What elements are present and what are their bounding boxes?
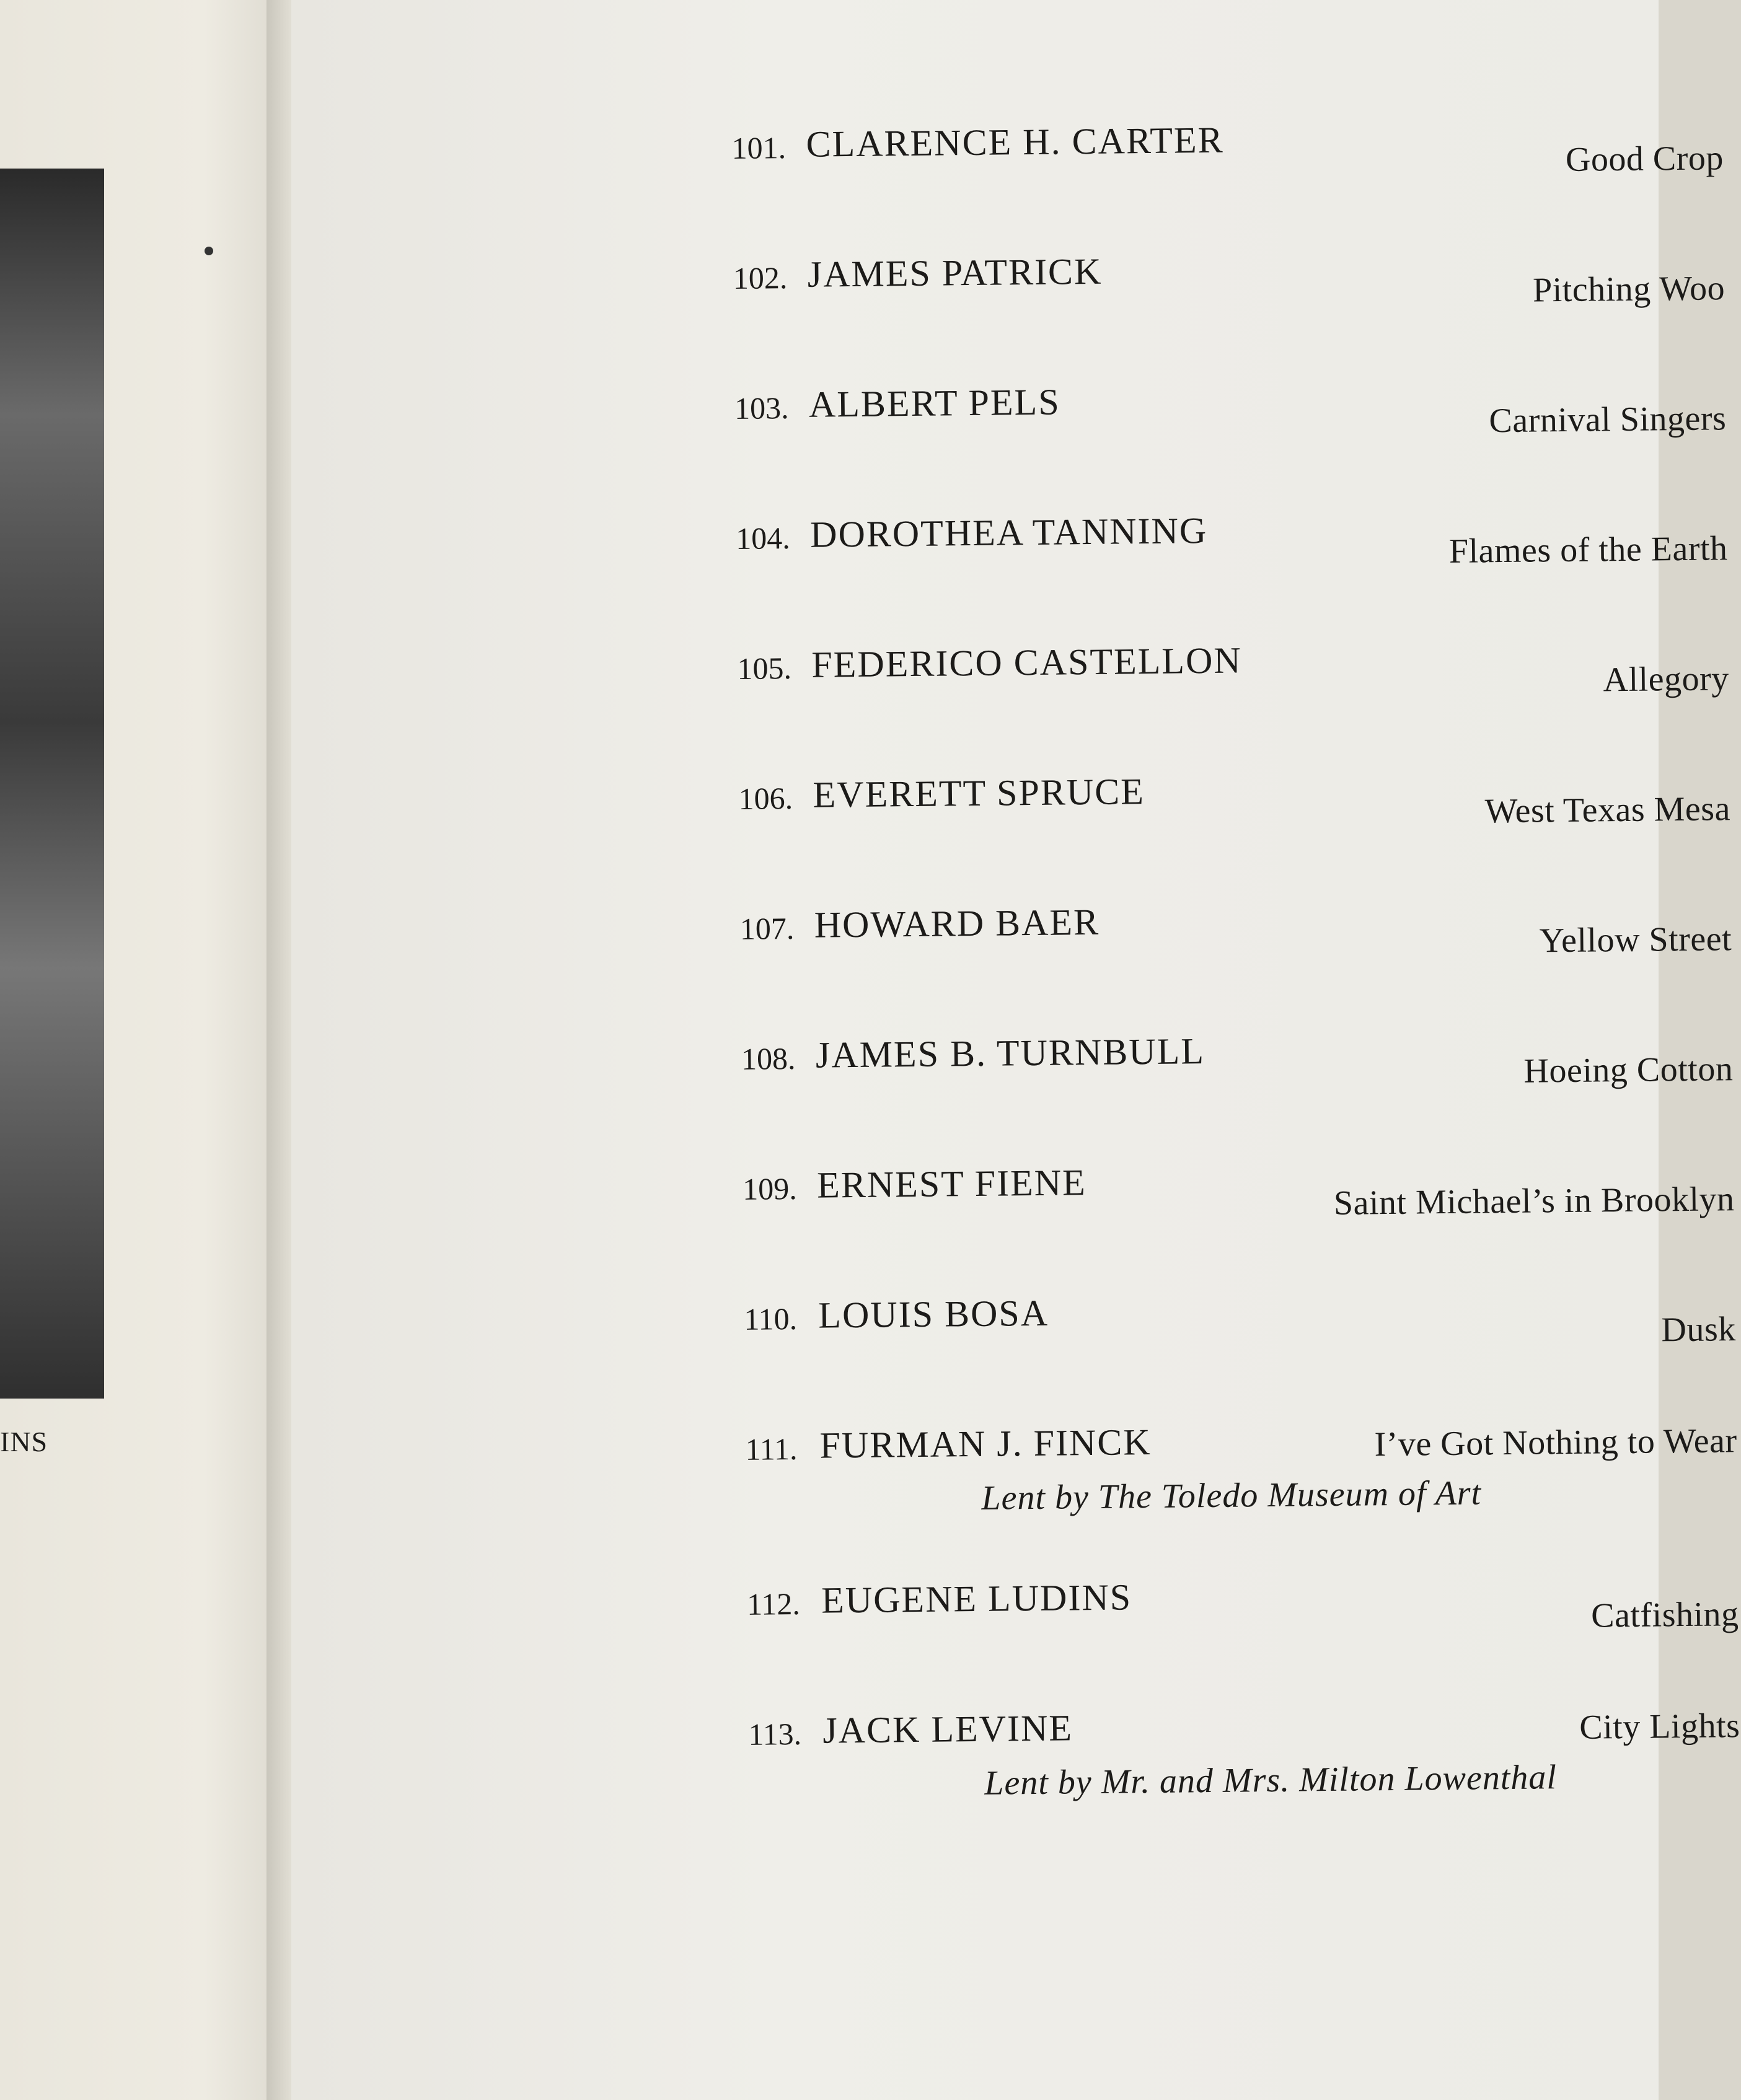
catalog-entry [743, 1142, 1735, 1283]
entry-number: 109. [742, 1171, 797, 1206]
entry-number: 101. [731, 130, 787, 165]
entry-number: 104. [735, 521, 791, 556]
catalog-entry [736, 491, 1729, 632]
artwork-title: I’ve Got Nothing to Wear [1374, 1421, 1737, 1464]
artist-name: LOUIS BOSA [818, 1292, 1049, 1336]
artwork-title: Saint Michael’s in Brooklyn [1333, 1180, 1735, 1223]
artist-name: ALBERT PELS [808, 381, 1060, 425]
artwork-title: Flames of the Earth [1448, 529, 1728, 571]
entry-number: 113. [748, 1716, 802, 1752]
artist-name: FURMAN J. FINCK [819, 1421, 1152, 1466]
entry-number: 110. [744, 1301, 798, 1337]
artwork-title: City Lights [1579, 1707, 1740, 1747]
artwork-title: Dusk [1661, 1310, 1736, 1350]
entry-number: 111. [745, 1431, 798, 1467]
entry-number: 107. [739, 911, 795, 946]
lender-credit: Lent by The Toledo Museum of Art [981, 1474, 1482, 1518]
catalog-entry [741, 1012, 1734, 1153]
artist-name: FEDERICO CASTELLON [811, 639, 1243, 685]
catalog-entry [731, 101, 1724, 242]
catalog-entry [733, 231, 1726, 372]
catalog-entry [748, 1687, 1741, 1853]
entry-number: 112. [746, 1586, 801, 1622]
right-page [291, 0, 1740, 2100]
artist-name: HOWARD BAER [814, 901, 1100, 946]
artwork-plate-image [0, 169, 104, 1399]
artwork-title: Catfishing [1590, 1595, 1739, 1635]
artwork-title: Pitching Woo [1532, 269, 1726, 310]
artwork-title: Allegory [1603, 659, 1729, 700]
artwork-title: Hoeing Cotton [1523, 1050, 1734, 1091]
catalog-entry-list [731, 101, 1741, 1853]
artwork-title: Carnival Singers [1489, 399, 1727, 441]
artist-name: EUGENE LUDINS [821, 1576, 1132, 1621]
catalog-entry [745, 1402, 1739, 1568]
artist-name: ERNEST FIENE [816, 1162, 1087, 1206]
artist-name: EVERETT SPRUCE [813, 771, 1145, 815]
artwork-title: Good Crop [1565, 139, 1724, 179]
artist-name: CLARENCE H. CARTER [806, 119, 1224, 165]
artwork-title: Yellow Street [1539, 920, 1732, 960]
entry-number: 106. [738, 781, 793, 816]
artist-name: JAMES B. TURNBULL [815, 1030, 1205, 1076]
lender-credit: Lent by Mr. and Mrs. Milton Lowenthal [984, 1758, 1558, 1803]
entry-number: 105. [737, 651, 792, 686]
catalog-entry [747, 1557, 1740, 1698]
artwork-title: West Texas Mesa [1484, 789, 1731, 831]
catalog-entry [734, 361, 1727, 502]
catalog-entry [739, 882, 1732, 1022]
entry-number: 102. [733, 260, 788, 296]
artist-name: JACK LEVINE [822, 1707, 1073, 1751]
artist-name: JAMES PATRICK [807, 250, 1103, 295]
artist-name: DOROTHEA TANNING [809, 509, 1208, 555]
catalog-entry [737, 622, 1730, 762]
catalog-entry [744, 1272, 1737, 1413]
left-page [0, 0, 291, 2100]
plate-caption-fragment: INS [0, 1426, 48, 1457]
paper-speck [205, 247, 213, 255]
entry-number: 108. [741, 1041, 796, 1076]
entry-number: 103. [734, 390, 789, 426]
catalog-entry [738, 752, 1731, 892]
